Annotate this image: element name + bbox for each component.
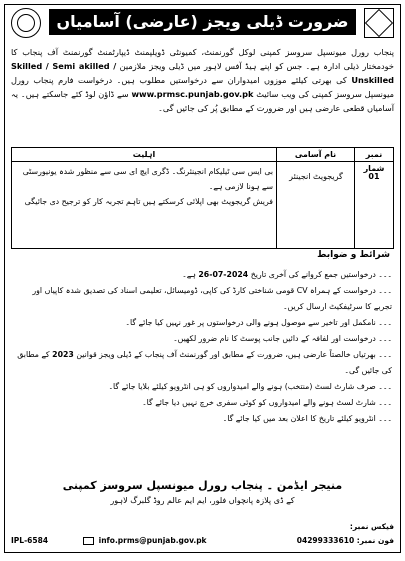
- advertisement-page: [4, 4, 401, 553]
- row-qualification: [16, 164, 273, 209]
- row-post: گریجویٹ انجینئر: [289, 172, 343, 181]
- rule-6: ۔۔۔ صرف شارٹ لسٹ (منتخب) ہونے والے امیدواروں کو ہی انٹرویو کیلئے بلایا جائے گا۔: [108, 382, 392, 391]
- intro-text-2: کی بھرتی کیلئے موزوں امیدواران سے درخواستیں مطلوب ہیں۔ درخواست فارم پنجاب رورل میونسپل سروسز کمپنی کی ویب سائیٹ: [11, 75, 394, 99]
- website-link[interactable]: www.prmsc.punjab.gov.pk: [131, 89, 254, 99]
- phone-number[interactable]: 04299333610: [296, 536, 355, 545]
- intro-text-3: سے ڈاؤن لوڈ کئے جاسکتے ہیں۔ یہ آسامیاں قطعی عارضی ہیں اور ضرورت کے مطابق پُر کی جائیں گی۔: [11, 89, 394, 113]
- header: [5, 5, 400, 41]
- footer: [11, 515, 394, 547]
- email-address[interactable]: info.prms@punjab.gov.pk: [98, 536, 207, 545]
- phone-contact: [297, 536, 394, 545]
- rules-title: شرائط و ضوابط: [317, 250, 390, 260]
- rule-3: ۔۔۔ نامکمل اور تاخیر سے موصول ہونے والی درخواستوں پر غور نہیں کیا جائے گا۔: [125, 318, 392, 327]
- rule-2: ۔۔۔ درخواست کے ہمراہ CV قومی شناختی کارڈ کی کاپی، ڈومیسائل، تعلیمی اسناد کی تصدیق شدہ کاپیاں اور تجربے کا سرٹیفکیٹ ارسال کریں۔: [32, 286, 392, 311]
- header-number: نمبر شمار: [355, 148, 393, 162]
- email-contact: [83, 536, 207, 545]
- qualification-line-2: فریش گریجویٹ بھی اپلائی کرسکتے ہیں تاہم تجربہ کار کو ترجیح دی جائیگی: [24, 197, 273, 206]
- header-qualification: اہلیت: [12, 148, 277, 162]
- intro-paragraph: [11, 45, 394, 145]
- rules-list: [13, 267, 392, 475]
- page-title: ضرورت ڈیلی ویجز (عارضی) آسامیاں: [49, 9, 356, 35]
- fax-label: فیکس نمبر:: [349, 522, 394, 531]
- positions-table: [11, 147, 394, 249]
- rule-1: ۔۔۔ درخواستیں جمع کروانے کی آخری تاریخ 26-07-2024 ہے۔: [182, 270, 392, 279]
- qualification-line-1: بی ایس سی ٹیلیکام انجینئرنگ۔ ڈگری ایچ ای سی سے منظور شدہ یونیورسٹی سے ہونا لازمی ہے۔: [22, 167, 273, 191]
- rule-8: ۔۔۔ انٹرویو کیلئے تاریخ کا اعلان بعد میں کیا جائے گا۔: [222, 414, 392, 423]
- header-post: نام آسامی: [277, 148, 355, 162]
- skills-text: Skilled / Semi akilled / Unskilled: [11, 61, 395, 85]
- row-number: 01: [368, 172, 380, 181]
- signature-title: منیجر ایڈمن ۔ پنجاب رورل میونسپل سروسز کمپنی: [62, 479, 343, 492]
- government-emblem-icon: [364, 8, 394, 38]
- email-icon: [83, 537, 94, 545]
- company-logo-icon: [11, 8, 41, 38]
- intro-text-1: پنجاب رورل میونسپل سروسز کمپنی لوکل گورنمنٹ، کمیونٹی ڈویلپمنٹ ڈیپارٹمنٹ گورنمنٹ آف پنجاب کا خودمختار ذیلی ادارہ ہے۔ جس کو اپنے ہیڈ آفس لاہور میں ڈیلی ویجز ملازمین: [11, 47, 394, 71]
- signature-address: کے ڈی پلازہ پانچواں فلور، ایم ایم عالم روڈ گلبرگ لاہور: [110, 496, 295, 505]
- ipl-code: IPL-6584: [11, 536, 49, 545]
- rule-7: ۔۔۔ شارٹ لسٹ ہونے والے امیدواروں کو کوئی سفری خرچ نہیں دیا جائے گا۔: [142, 398, 392, 407]
- phone-label: فون نمبر:: [356, 536, 394, 545]
- last-date: 26-07-2024: [198, 270, 249, 279]
- rule-5: ۔۔۔ بھرتیاں خالصتاً عارضی ہیں، ضرورت کے مطابق اور گورنمنٹ آف پنجاب کے ڈیلی ویجز قوانین 2023 کے مطابق کی جائیں گی۔: [17, 350, 392, 375]
- rule-4: ۔۔۔ درخواست اور لفافہ کے دائیں جانب پوسٹ کا نام ضرور لکھیں۔: [173, 334, 392, 343]
